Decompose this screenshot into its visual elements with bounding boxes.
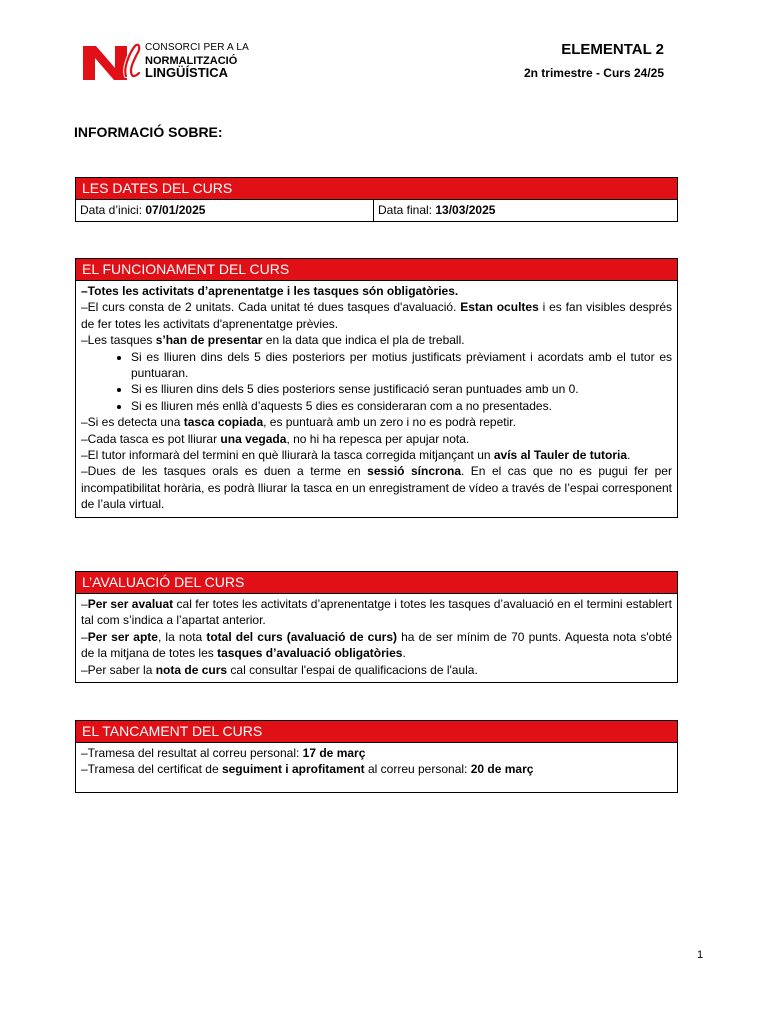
document-header (524, 41, 664, 80)
start-date-value: 07/01/2025 (145, 203, 206, 217)
evaluation-line-2-bold-2: total del curs (avaluació de curs) (206, 629, 398, 644)
evaluation-line-1-c: cal fer totes les activitats d’aprenentatge i totes les tasques d’avaluació en el termini establert tal com s’indica a l’apartat anterior. (81, 597, 672, 628)
functioning-line-6-bold: avís al Tauler de tutoria (493, 448, 628, 463)
functioning-line-1 (81, 283, 672, 299)
functioning-line-7-c: . En el cas que no es pugui fer per incompatibilitat horària, es podrà lliurar la tasca en un enregistrament de vídeo a través de l’espai corresponent de l’aula virtual. (81, 464, 672, 512)
list-item: • Si es lliuren més enllà d’aquests 5 dies es consideraran com a no presentades. (131, 398, 672, 414)
functioning-line-1-bold: –Totes les activitats d’aprenentatge i les tasques són obligatòries. (81, 284, 459, 298)
functioning-line-4-a: –Si es detecta una (81, 415, 184, 430)
functioning-line-3-c: en la data que indica el pla de treball. (262, 333, 465, 348)
evaluation-section (75, 571, 678, 683)
evaluation-line-1-bold: Per ser avaluat (87, 597, 174, 611)
closing-section (75, 720, 678, 793)
functioning-line-4-c: , es puntuarà amb un zero i no es podrà repetir. (263, 415, 516, 430)
functioning-line-3-bold: s’han de presentar (155, 333, 263, 348)
functioning-line-2-bold: Estan ocultes (460, 300, 539, 315)
evaluation-line-2-g: . (402, 646, 406, 661)
evaluation-line-3-bold: nota de curs (155, 662, 228, 677)
closing-line-2-a: –Tramesa del certificat de (81, 762, 222, 777)
functioning-line-4-bold: tasca copiada (183, 415, 264, 430)
closing-line-2-bold: seguiment i aprofitament (221, 762, 365, 777)
list-item: • Si es lliuren dins dels 5 dies posteriors per motius justificats prèviament i acordats amb el tutor es puntuaran. (131, 349, 672, 382)
evaluation-line-2-a: – (81, 629, 88, 644)
functioning-line-2 (81, 299, 672, 332)
course-term-subtitle: 2n trimestre - Curs 24/25 (523, 66, 664, 80)
list-item: • Si es lliuren dins dels 5 dies posteriors sense justificació seran puntuades amb un 0. (131, 381, 672, 397)
functioning-line-5-a: –Cada tasca es pot lliurar (81, 431, 221, 446)
cpnl-logo (83, 42, 253, 82)
evaluation-line-2-bold-3: tasques d’avaluació obligatòries (217, 646, 403, 661)
functioning-line-5-c: , no hi ha repesca per apujar nota. (286, 431, 470, 446)
evaluation-line-3-c: cal consultar l'espai de qualificacions de l'aula. (227, 662, 478, 677)
functioning-line-3 (81, 332, 672, 348)
evaluation-line-1 (81, 596, 672, 629)
logo-line-3: LINGÜÍSTICA (145, 65, 229, 80)
evaluation-heading: L’AVALUACIÓ DEL CURS (76, 572, 677, 594)
functioning-line-5-bold: una vegada (220, 431, 287, 446)
closing-heading: EL TANCAMENT DEL CURS (76, 721, 677, 743)
functioning-heading: EL FUNCIONAMENT DEL CURS (76, 259, 677, 281)
evaluation-line-2-e: ha de ser mínim de 70 punts. Aquesta nota s'obté de la mitjana de totes les (81, 629, 672, 661)
certificate-date: 20 de març (470, 762, 534, 777)
functioning-line-2-c: i es fan visibles després de fer totes les activitats d'aprenentatge prèvies. (81, 300, 672, 331)
closing-line-1 (81, 745, 672, 761)
results-date: 17 de març (302, 746, 366, 760)
info-title: INFORMACIÓ SOBRE: (74, 124, 223, 140)
evaluation-line-2-bold: Per ser apte (87, 629, 158, 644)
course-level-title: ELEMENTAL 2 (561, 41, 664, 58)
functioning-section (75, 258, 678, 518)
start-date-label: Data d’inici: (80, 203, 146, 217)
functioning-line-6 (81, 447, 672, 463)
functioning-line-7 (81, 463, 672, 512)
logo-line-1: CONSORCI PER A LA (145, 42, 249, 53)
cpnl-logo-mark-icon (83, 42, 141, 82)
functioning-line-7-bold: sessió síncrona (367, 464, 461, 479)
dates-section (75, 177, 678, 222)
evaluation-line-3-a: –Per saber la (81, 662, 156, 677)
dates-row (76, 200, 677, 221)
end-date-value: 13/03/2025 (435, 203, 496, 217)
submission-rules-list (81, 349, 672, 415)
functioning-line-7-a: –Dues de les tasques orals es duen a terme en (81, 464, 368, 479)
evaluation-line-1-a: – (81, 597, 88, 611)
functioning-line-2-a: –El curs consta de 2 unitats. Cada unitat té dues tasques d'avaluació. (81, 300, 461, 315)
functioning-line-3-a: –Les tasques (81, 333, 156, 348)
evaluation-line-2-c: , la nota (157, 629, 207, 644)
functioning-line-4 (81, 414, 672, 430)
logo-text (145, 42, 249, 80)
functioning-line-6-a: –El tutor informarà del termini en què lliurarà la tasca corregida mitjançant un (81, 448, 494, 463)
functioning-line-5 (81, 431, 672, 447)
start-date-cell (76, 200, 374, 221)
closing-line-2 (81, 761, 672, 777)
evaluation-line-3 (81, 662, 672, 678)
page-number: 1 (697, 949, 704, 961)
closing-line-2-c: al correu personal: (364, 762, 471, 777)
end-date-label: Data final: (378, 203, 436, 217)
functioning-body (76, 281, 677, 517)
logo-line-2: NORMALITZACIÓ (145, 54, 238, 67)
functioning-line-6-c: . (627, 448, 631, 463)
evaluation-body (76, 594, 677, 682)
dates-heading: LES DATES DEL CURS (76, 178, 677, 200)
closing-line-1-a: –Tramesa del resultat al correu personal: (81, 746, 303, 760)
end-date-cell (374, 200, 499, 221)
evaluation-line-2 (81, 629, 672, 662)
closing-body (76, 743, 677, 792)
